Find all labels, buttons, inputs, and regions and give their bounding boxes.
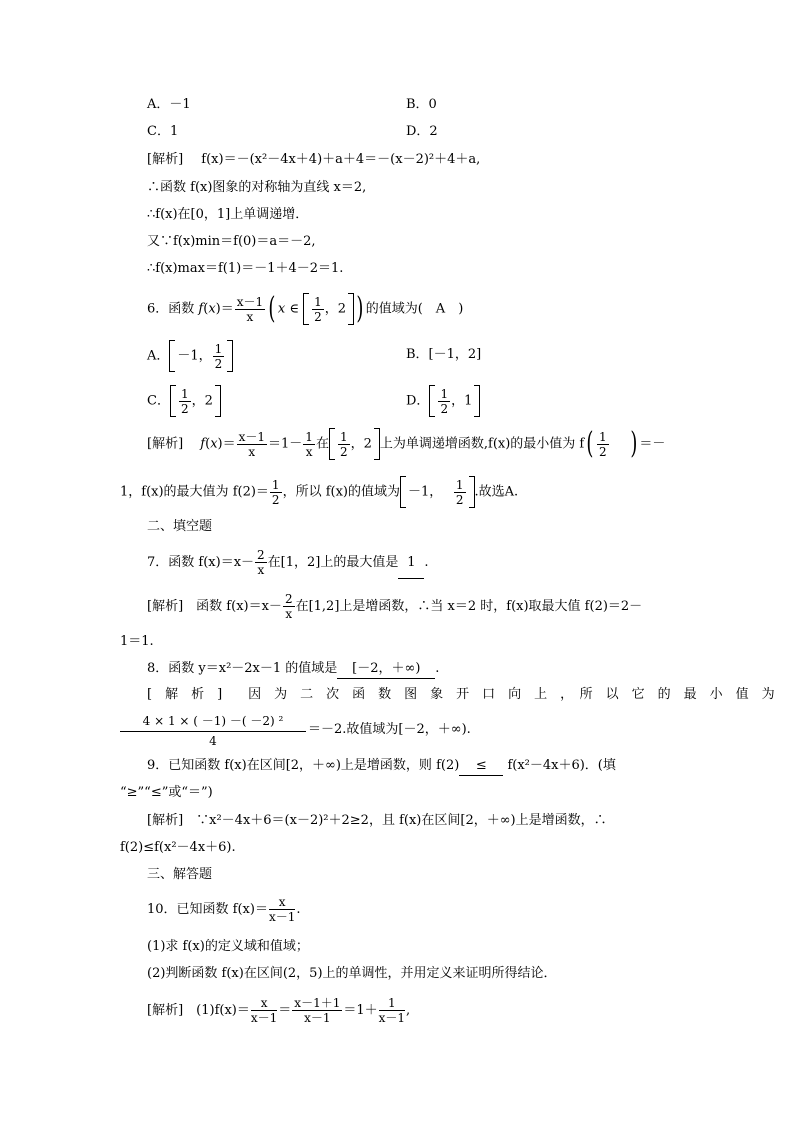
q6-stem: 6．函数 f(x)＝ $\frac{x-1}{x}$ ( x ∈ $\frac{1}{2}$ ，2 ) 的值域为( A ) <box>147 291 464 326</box>
q10-analysis-line-1: [解析] (1)f(x)＝ $\frac{x}{x-1}$ ＝ $\frac{x-1+1}{x-1}$ ＝1＋ $\frac{1}{x-1}$ , <box>147 996 411 1025</box>
q10-stem: 10．已知函数 f(x)＝ $\frac{x}{x-1}$ . <box>147 895 301 924</box>
q6-option-d: D． $\frac{1}{2}$ ，1 <box>406 385 480 417</box>
q8-stem: 8．函数 y＝x²－2x－1 的值域是 [－2，＋∞) . <box>147 660 439 679</box>
q9-stem: 9．已知函数 f(x)在区间[2，＋∞)上是增函数，则 f(2) ≤ f(x²－4x＋6)．(填 <box>147 757 616 776</box>
q8-analysis-tail: ＝－2.故值域为[－2，＋∞). <box>308 722 471 737</box>
q8-analysis-line-1: [ 解 析 ] 因 为 二 次 函 数 图 象 开 口 向 上 ， 所 以 它 的 最 小 值 为 <box>147 687 775 702</box>
q5-option-d: D．2 <box>406 124 438 139</box>
q6-option-b: B．[－1，2] <box>406 347 482 362</box>
q6-analysis-line-2: 1，f(x)的最大值为 f(2)＝ $\frac{1}{2}$ ，所以 f(x)的值域为 －1， $\frac{1}{2}$ .故选A. <box>120 477 519 507</box>
q10-part-2: (2)判断函数 f(x)在区间(2，5)上的单调性，并用定义来证明所得结论． <box>147 966 557 981</box>
q9-stem-line-2: “≥”“≤”或“＝”) <box>120 785 213 800</box>
section-heading: 三、解答题 <box>147 867 213 882</box>
q5-option-c: C．1 <box>147 124 179 139</box>
q6-option-a: A． －1， $\frac{1}{2}$ <box>147 340 233 372</box>
analysis-tag: [解析] <box>147 152 184 167</box>
answer-blank: 1 <box>398 548 424 579</box>
q7-stem: 7．函数 f(x)＝x－ $\frac{2}{x}$ 在[1，2]上的最大值是 1 . <box>147 548 429 577</box>
q6-analysis-line-1: [解析] f(x)＝ $\frac{x-1}{x}$ ＝1－ $\frac{1}{x}$ 在 $\frac{1}{2}$ ，2 上为单调递增函数,f(x)的最小值为 f( $\frac{1}{2}$ ) ＝－ <box>147 426 666 461</box>
q7-analysis-line-1: [解析] 函数 f(x)＝x－ $\frac{2}{x}$ 在[1,2]上是增函数，∴当 x＝2 时，f(x)取最大值 f(2)＝2－ <box>147 592 643 621</box>
q9-analysis-line-2: f(2)≤f(x²－4x＋6). <box>120 840 236 855</box>
q8-fraction: $\frac{\text{4 × 1 × ( －1) －( －2) ²}}{4}$ <box>120 712 306 748</box>
q5-analysis-line-1: [解析] f(x)＝－(x²－4x＋4)＋a＋4＝－(x－2)²＋4＋a, <box>147 152 481 167</box>
q10-part-1: (1)求 f(x)的定义域和值域； <box>147 939 309 954</box>
section-heading: 二、填空题 <box>147 519 213 534</box>
answer-blank: ≤ <box>459 757 503 776</box>
q9-analysis-line-1: [解析] ∵x²－4x＋6＝(x－2)²＋2≥2，且 f(x)在区间[2，＋∞)上是增函数，∴ <box>147 813 607 828</box>
q6-option-c: C． $\frac{1}{2}$ ，2 <box>147 385 221 417</box>
q5-analysis-line-3: ∴f(x)在[0，1]上单调递增． <box>147 207 309 222</box>
q5-option-a: A．－1 <box>147 97 191 112</box>
fraction: $\frac{1}{2}$ <box>314 294 322 324</box>
answer-blank: [－2，＋∞) <box>337 660 435 679</box>
q5-option-b: B．0 <box>406 97 437 112</box>
q7-analysis-line-2: 1＝1. <box>120 634 154 649</box>
fraction: $\frac{x-1}{x}$ <box>236 294 264 324</box>
q5-analysis-line-2: ∴函数 f(x)图象的对称轴为直线 x＝2, <box>147 180 367 195</box>
q5-analysis-line-4: 又∵f(x)min＝f(0)＝a＝－2, <box>147 234 316 249</box>
q5-analysis-line-5: ∴f(x)max＝f(1)＝－1＋4－2＝1. <box>147 261 344 276</box>
